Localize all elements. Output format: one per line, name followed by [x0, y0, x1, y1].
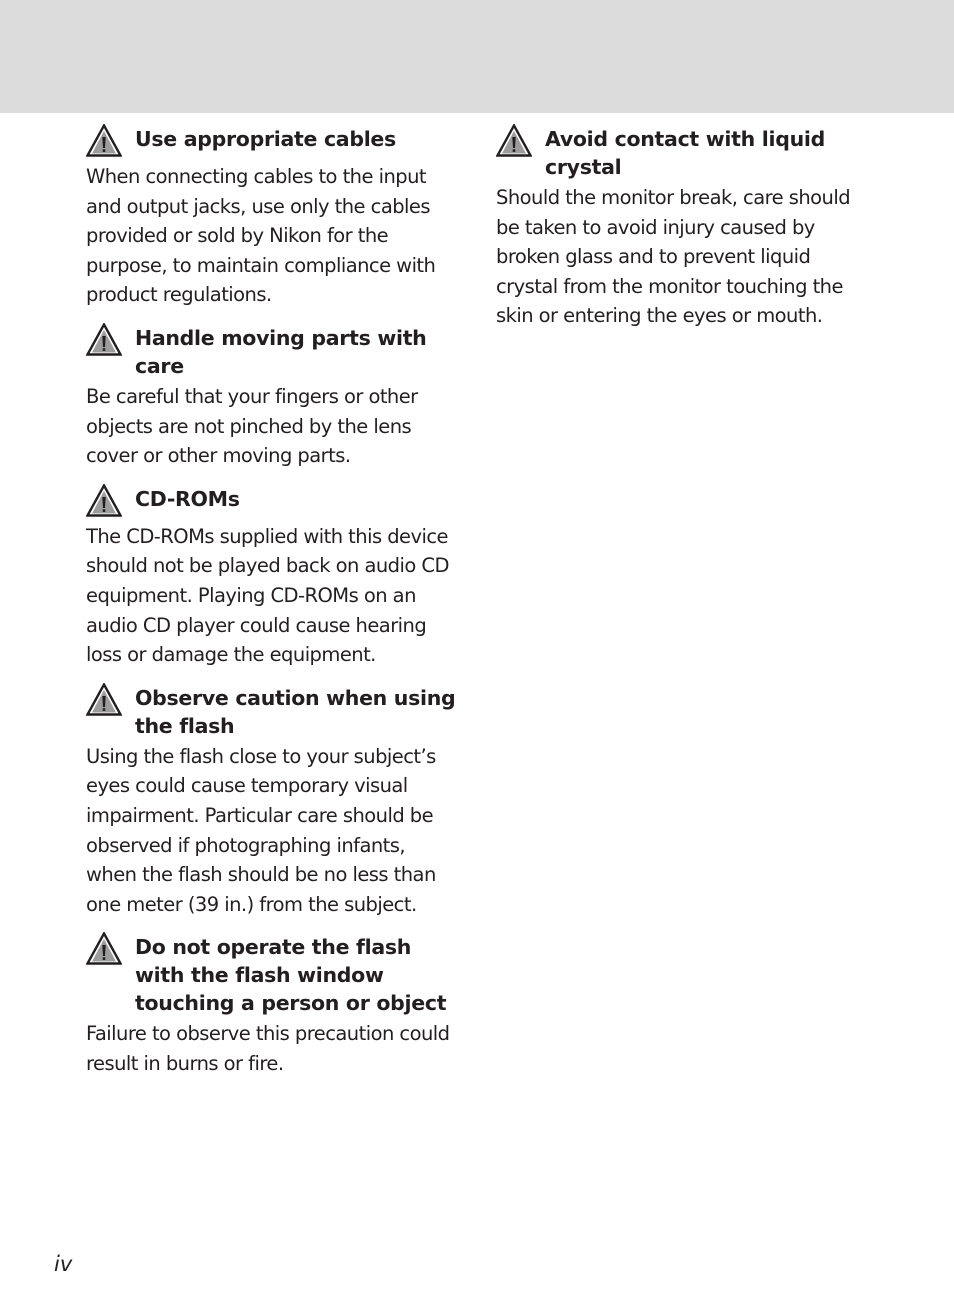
section-body: The CD-ROMs supplied with this device should not be played back on audio CD equipment. Playing CD-ROMs on an audio CD player could cause hearing loss or damage the equipment. [86, 524, 449, 667]
warning-triangle-icon [86, 124, 135, 160]
warning-section [496, 124, 868, 331]
section-title: Use appropriate cables [135, 127, 396, 151]
warning-heading [86, 683, 456, 740]
left-column [86, 124, 456, 1091]
section-body: When connecting cables to the input and output jacks, use only the cables provided or sold by Nikon for the purpose, to maintain compliance with product regulations. [86, 165, 436, 307]
warning-heading [496, 124, 868, 181]
warning-section [86, 124, 456, 310]
section-title: Observe caution when using the flash [135, 685, 456, 738]
warning-section [86, 323, 456, 471]
warning-heading [86, 323, 456, 380]
section-title: CD-ROMs [135, 486, 240, 511]
warning-triangle-icon [496, 124, 545, 160]
section-body: Be careful that your fingers or other objects are not pinched by the lens cover or other moving parts. [86, 384, 418, 468]
section-body: Using the flash close to your subject’s eyes could cause temporary visual impairment. Particular care should be observed if photographing infants, when the flash should be no less than one meter (39 in.) from the subject. [86, 744, 436, 916]
warning-heading [86, 932, 456, 1017]
warning-triangle-icon [86, 323, 135, 359]
warning-triangle-icon [86, 932, 135, 968]
section-body: Should the monitor break, care should be taken to avoid injury caused by broken glass and to prevent liquid crystal from the monitor touching the skin or entering the eyes or mouth. [496, 186, 851, 328]
warning-heading [86, 484, 456, 520]
warning-triangle-icon [86, 484, 135, 520]
section-title: Avoid contact with liquid crystal [545, 127, 825, 179]
section-title: Handle moving parts with care [135, 325, 427, 378]
page-number: iv [54, 1252, 73, 1276]
warning-section [86, 484, 456, 670]
warning-section [86, 932, 456, 1078]
section-title: Do not operate the flash with the flash window touching a person or object [135, 935, 447, 1016]
warning-triangle-icon [86, 683, 135, 719]
warning-section [86, 683, 456, 920]
header-band [0, 0, 954, 113]
warning-heading [86, 124, 456, 160]
right-column [496, 124, 868, 344]
section-body: Failure to observe this precaution could result in burns or fire. [86, 1022, 450, 1075]
